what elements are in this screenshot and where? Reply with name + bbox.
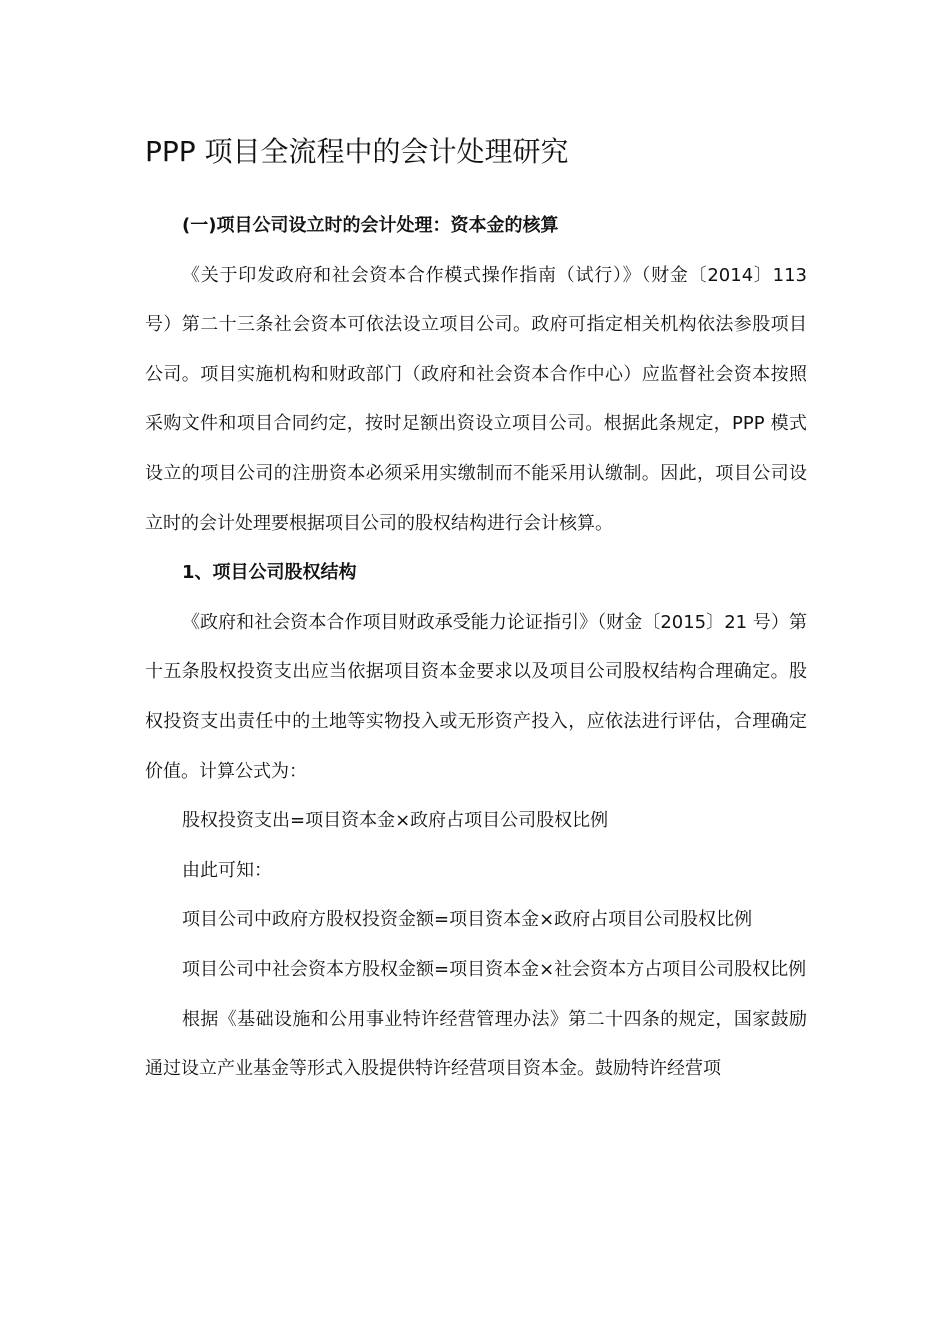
body-paragraph: 《政府和社会资本合作项目财政承受能力论证指引》（财金〔2015〕21 号）第十五条股权投资支出应当依据项目资本金要求以及项目公司股权结构合理确定。股权投资支出责任中的土地等实物投入或无形资产投入，应依法进行评估，合理确定价值。计算公式为： (145, 611, 807, 782)
body-paragraph: 根据《基础设施和公用事业特许经营管理办法》第二十四条的规定，国家鼓励通过设立产业基金等形式入股提供特许经营项目资本金。鼓励特许经营项 (145, 1008, 807, 1080)
section-heading: (一)项目公司设立时的会计处理：资本金的核算 (182, 215, 559, 236)
formula-intro: 由此可知： (182, 859, 272, 881)
document-title: PPP 项目全流程中的会计处理研究 (145, 135, 569, 168)
subsection-heading: 1、项目公司股权结构 (182, 562, 357, 584)
formula-line: 项目公司中政府方股权投资金额=项目资本金×政府占项目公司股权比例 (182, 909, 753, 931)
formula-line: 股权投资支出=项目资本金×政府占项目公司股权比例 (182, 810, 609, 832)
body-paragraph: 《关于印发政府和社会资本合作模式操作指南（试行）》（财金〔2014〕113 号）第二十三条社会资本可依法设立项目公司。政府可指定相关机构依法参股项目公司。项目实施机构和财政部门（政府和社会资本合作中心）应监督社会资本按照采购文件和项目合同约定，按时足额出资设立项目公司。根据此条规定，PPP 模式设立的项目公司的注册资本必须采用实缴制而不能采用认缴制。因此，项目公司设立时的会计处理要根据项目公司的股权结构进行会计核算。 (145, 264, 807, 534)
document-body (145, 201, 807, 1094)
formula-line: 项目公司中社会资本方股权金额=项目资本金×社会资本方占项目公司股权比例 (182, 958, 807, 980)
